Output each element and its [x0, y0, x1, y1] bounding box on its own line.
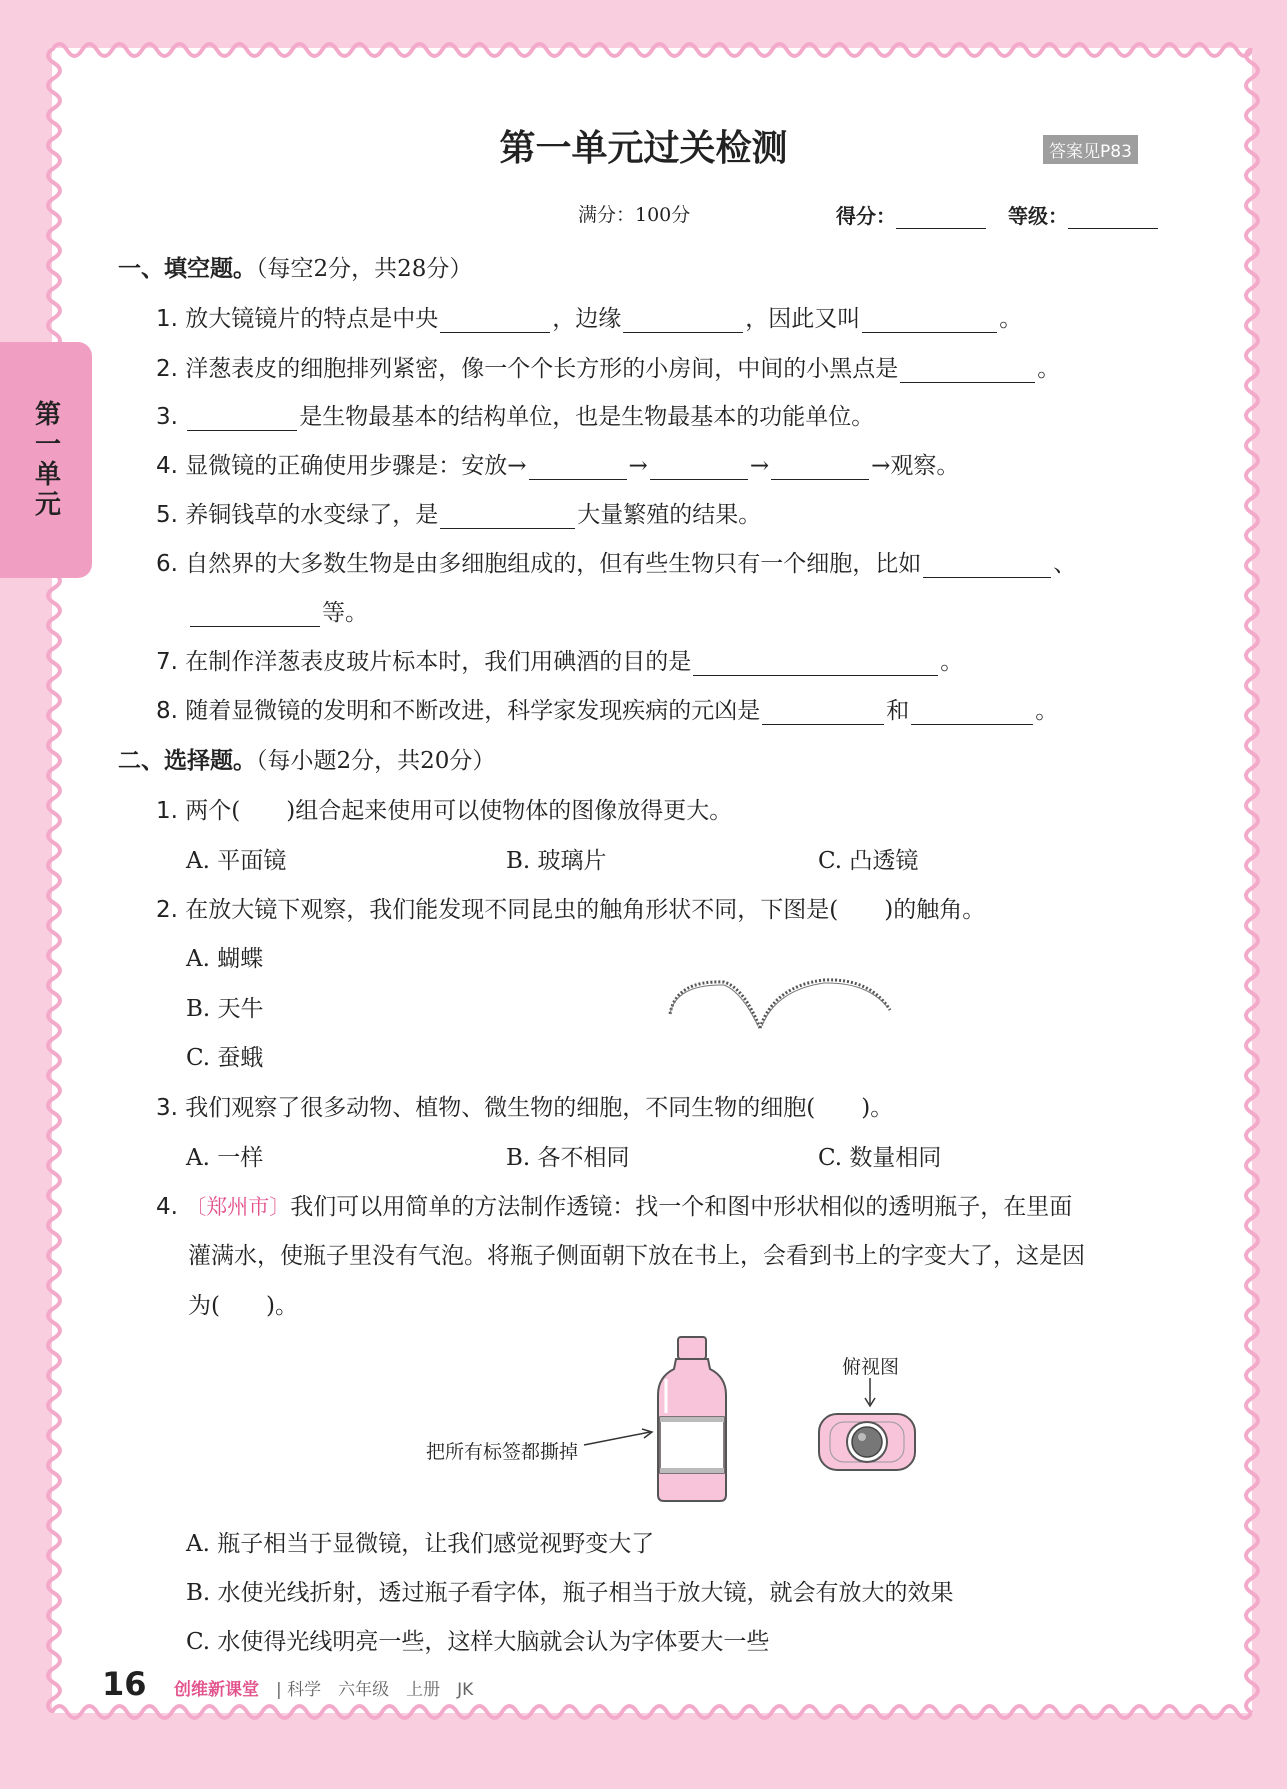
question-number: 7. [156, 649, 178, 675]
choice-option-b[interactable]: B. 天牛 [186, 996, 264, 1022]
choice-option-b[interactable]: B. 玻璃片 [506, 848, 607, 874]
antenna-illustration [664, 970, 896, 1032]
fill-question-4 [156, 447, 959, 480]
question-text: 显微镜的正确使用步骤是：安放→ [185, 453, 527, 479]
grade-field[interactable] [1008, 200, 1158, 229]
question-text: → [749, 453, 770, 479]
answer-blank[interactable] [762, 698, 884, 725]
bottle-top-view-illustration [816, 1410, 920, 1474]
footer-brand: 创维新课堂 [174, 1680, 259, 1700]
question-text: 和 [886, 698, 910, 724]
question-text: 、 [1053, 551, 1077, 577]
fill-question-8 [156, 692, 1058, 725]
fill-question-2 [156, 350, 1060, 383]
question-text: 养铜钱草的水变绿了，是 [185, 502, 439, 528]
fill-question-1 [156, 300, 1022, 333]
question-text: 。 [1037, 356, 1061, 382]
answer-blank[interactable] [862, 306, 997, 333]
answer-blank[interactable] [440, 306, 550, 333]
top-view-caption: 俯视图 [842, 1356, 900, 1378]
choice-option-b[interactable]: B. 水使光线折射，透过瓶子看字体，瓶子相当于放大镜，就会有放大的效果 [186, 1580, 954, 1606]
question-text: 放大镜镜片的特点是中央 [185, 306, 439, 332]
question-text: 。 [1035, 698, 1059, 724]
score-field[interactable] [836, 200, 986, 229]
choice-option-c[interactable]: C. 蚕蛾 [186, 1045, 264, 1071]
grade-blank[interactable] [1068, 206, 1158, 229]
fill-question-5 [156, 496, 761, 529]
question-number: 3. [156, 1095, 178, 1121]
unit-side-tab [0, 342, 92, 578]
question-text: 等。 [322, 600, 368, 626]
question-text: ，因此又叫 [745, 306, 861, 332]
question-text: 我们观察了很多动物、植物、微生物的细胞，不同生物的细胞( )。 [185, 1095, 894, 1121]
choice-option-b[interactable]: B. 各不相同 [506, 1145, 630, 1171]
page-title: 第一单元过关检测 [499, 128, 788, 169]
question-text: 自然界的大多数生物是由多细胞组成的，但有些生物只有一个细胞，比如 [185, 551, 922, 577]
answer-blank[interactable] [693, 649, 938, 676]
question-text: → [628, 453, 648, 479]
footer-book-info: | 科学 六年级 上册 JK [276, 1680, 474, 1700]
caption-arrow [582, 1428, 656, 1448]
question-text: 两个( )组合起来使用可以使物体的图像放得更大。 [185, 798, 733, 824]
question-text: 大量繁殖的结果。 [577, 502, 762, 528]
question-number: 2. [156, 356, 178, 382]
bottle-illustration [652, 1335, 732, 1505]
choice-question-1 [156, 792, 732, 825]
question-text: 在制作洋葱表皮玻片标本时，我们用碘酒的目的是 [185, 649, 692, 675]
choice-option-a[interactable]: A. 平面镜 [186, 848, 287, 874]
grade-label: 等级： [1008, 204, 1068, 228]
question-number: 5. [156, 502, 178, 528]
choice-option-c[interactable]: C. 凸透镜 [818, 848, 919, 874]
question-text: 。 [999, 306, 1023, 332]
question-number: 3. [156, 404, 178, 430]
question-number: 8. [156, 698, 178, 724]
question-number: 6. [156, 551, 178, 577]
answer-blank[interactable] [771, 453, 869, 480]
fill-question-7 [156, 643, 963, 676]
choice-option-a[interactable]: A. 瓶子相当于显微镜，让我们感觉视野变大了 [186, 1531, 655, 1557]
fill-question-3 [156, 398, 874, 431]
question-text: ，边缘 [552, 306, 622, 332]
question-text: 我们可以用简单的方法制作透镜：找一个和图中形状相似的透明瓶子，在里面 [290, 1194, 1073, 1220]
question-number: 1. [156, 306, 178, 332]
question-number: 4. [156, 1194, 178, 1220]
remove-labels-caption: 把所有标签都撕掉 [426, 1441, 579, 1463]
page-number: 16 [102, 1665, 147, 1703]
choice-question-4 [156, 1188, 1072, 1221]
answer-blank[interactable] [187, 404, 297, 431]
unit-side-tab-label: 第一单元 [30, 400, 61, 520]
answer-blank[interactable] [190, 600, 320, 627]
answer-blank[interactable] [900, 356, 1035, 383]
choice-option-c[interactable]: C. 数量相同 [818, 1145, 942, 1171]
answer-blank[interactable] [911, 698, 1033, 725]
section-choice-heading [118, 742, 495, 775]
question-number: 2. [156, 897, 178, 923]
question-number: 4. [156, 453, 178, 479]
region-tag: 〔郑州市〕 [185, 1195, 291, 1219]
fill-question-6-continued [188, 594, 368, 627]
answer-blank[interactable] [623, 306, 743, 333]
score-label: 得分： [836, 204, 896, 228]
section-choice-title: 二、选择题。 [118, 748, 256, 774]
choice-question-4-line-3: 为( )。 [188, 1293, 298, 1319]
question-text: 在放大镜下观察，我们能发现不同昆虫的触角形状不同，下图是( )的触角。 [185, 897, 986, 923]
question-text: 。 [940, 649, 964, 675]
top-view-arrow [860, 1378, 880, 1408]
question-text: 随着显微镜的发明和不断改进，科学家发现疾病的元凶是 [185, 698, 761, 724]
choice-option-c[interactable]: C. 水使得光线明亮一些，这样大脑就会认为字体要大一些 [186, 1629, 770, 1655]
choice-question-4-line-2: 灌满水，使瓶子里没有气泡。将瓶子侧面朝下放在书上，会看到书上的字变大了，这是因 [188, 1243, 1085, 1269]
answer-blank[interactable] [440, 502, 575, 529]
section-choice-note: （每小题2分，共20分） [256, 748, 496, 774]
choice-question-3 [156, 1089, 893, 1122]
question-text: 洋葱表皮的细胞排列紧密，像一个个长方形的小房间，中间的小黑点是 [185, 356, 899, 382]
full-score: 满分：100分 [578, 204, 691, 226]
answer-blank[interactable] [529, 453, 627, 480]
choice-option-a[interactable]: A. 一样 [186, 1145, 264, 1171]
choice-option-a[interactable]: A. 蝴蝶 [186, 946, 264, 972]
fill-question-6 [156, 545, 1076, 578]
section-fill-in-heading [118, 250, 472, 283]
section-fill-in-title: 一、填空题。 [118, 256, 256, 282]
answer-blank[interactable] [923, 551, 1051, 578]
question-number: 1. [156, 798, 178, 824]
score-blank[interactable] [896, 206, 986, 229]
question-text: →观察。 [871, 453, 960, 479]
question-text: 是生物最基本的结构单位，也是生物最基本的功能单位。 [299, 404, 875, 430]
section-fill-in-note: （每空2分，共28分） [256, 256, 473, 282]
choice-question-2 [156, 891, 985, 924]
answer-reference-badge: 答案见P83 [1043, 135, 1138, 164]
answer-blank[interactable] [650, 453, 748, 480]
